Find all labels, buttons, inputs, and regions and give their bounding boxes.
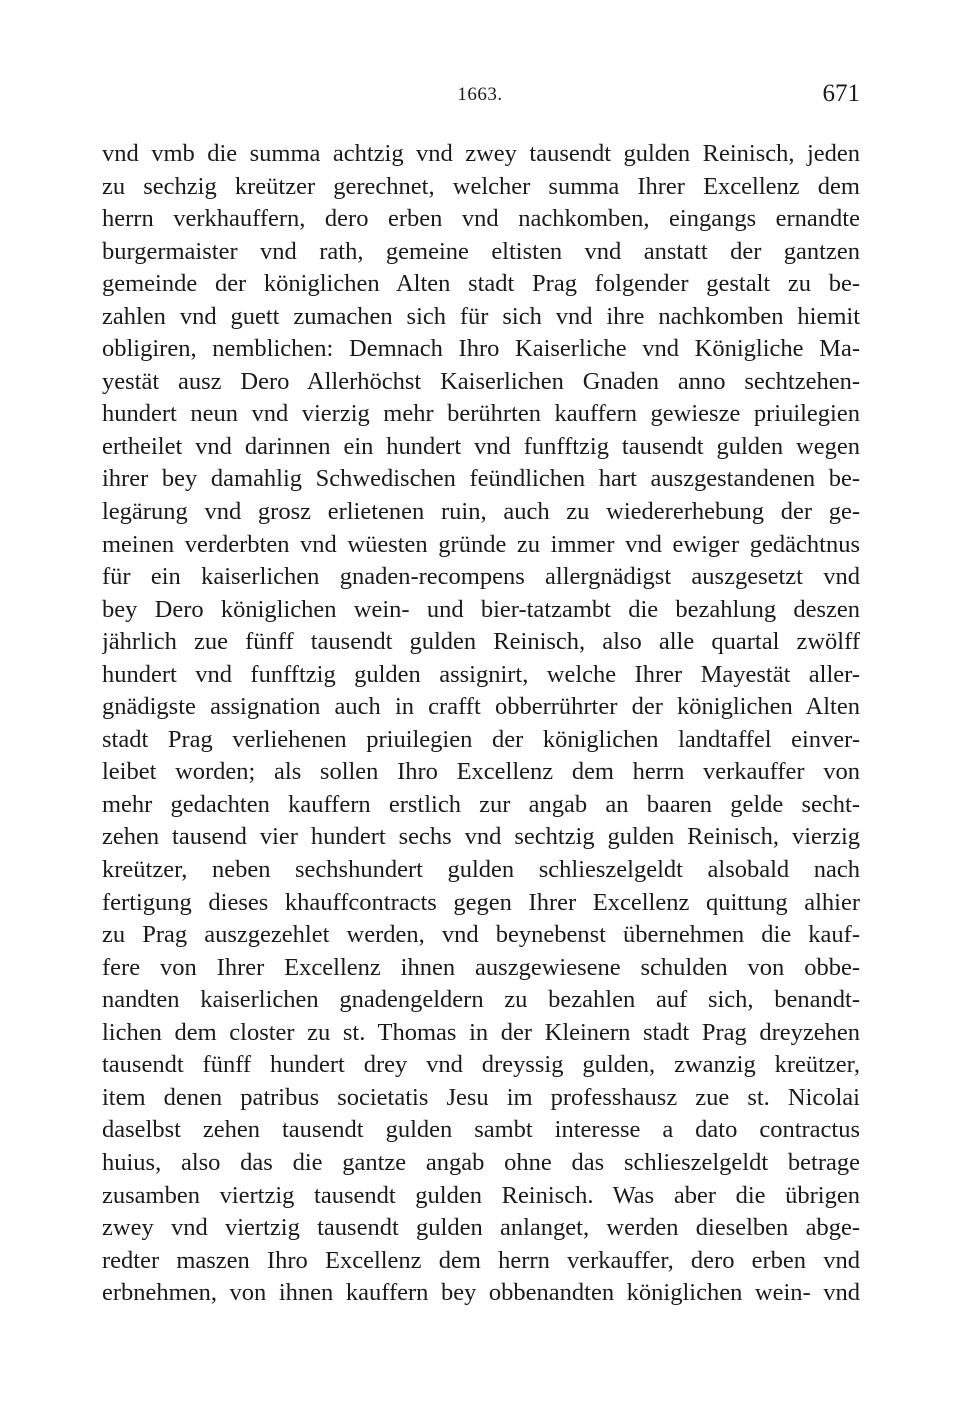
text-line: zehen tausend vier hundert sechs vnd sechtzig gulden Reinisch, vierzig bbox=[102, 823, 860, 851]
text-line: daselbst zehen tausendt gulden sambt interesse a dato contractus bbox=[102, 1116, 860, 1144]
text-line: mehr gedachten kauffern erstlich zur angab an baaren gelde secht- bbox=[102, 790, 860, 818]
text-line: zu Prag auszgezehlet werden, vnd beynebenst übernehmen die kauf- bbox=[102, 921, 860, 949]
text-line: hundert neun vnd vierzig mehr berührten kauffern gewiesze priuilegien bbox=[102, 400, 860, 428]
text-line: bey Dero königlichen wein- und bier-tatzambt die bezahlung deszen bbox=[102, 595, 860, 623]
text-line: fertigung dieses khauffcontracts gegen Ihrer Excellenz quittung alhier bbox=[102, 888, 860, 916]
text-line: item denen patribus societatis Jesu im professhausz zue st. Nicolai bbox=[102, 1083, 860, 1111]
text-line: nandten kaiserlichen gnadengeldern zu bezahlen auf sich, benandt- bbox=[102, 986, 860, 1014]
text-line: obligiren, nemblichen: Demnach Ihro Kaiserliche vnd Königliche Ma- bbox=[102, 335, 860, 363]
text-line: tausendt fünff hundert drey vnd dreyssig gulden, zwanzig kreützer, bbox=[102, 1051, 860, 1079]
text-line: lichen dem closter zu st. Thomas in der Kleinern stadt Prag dreyzehen bbox=[102, 1018, 860, 1046]
text-line: fere von Ihrer Excellenz ihnen auszgewiesene schulden von obbe- bbox=[102, 953, 860, 981]
text-line: zahlen vnd guett zumachen sich für sich vnd ihre nachkomben hiemit bbox=[102, 302, 860, 330]
text-line: meinen verderbten vnd wüesten gründe zu immer vnd ewiger gedächtnus bbox=[102, 530, 860, 558]
text-line: stadt Prag verliehenen priuilegien der königlichen landtaffel einver- bbox=[102, 725, 860, 753]
text-line: gemeinde der königlichen Alten stadt Prag folgender gestalt zu be- bbox=[102, 270, 860, 298]
body-text bbox=[102, 138, 860, 1310]
text-line: ertheilet vnd darinnen ein hundert vnd funfftzig tausendt gulden wegen bbox=[102, 432, 860, 460]
text-line: burgermaister vnd rath, gemeine eltisten vnd anstatt der gantzen bbox=[102, 237, 860, 265]
text-line: leibet worden; als sollen Ihro Excellenz dem herrn verkauffer von bbox=[102, 758, 860, 786]
text-line: huius, also das die gantze angab ohne das schlieszelgeldt betrage bbox=[102, 1148, 860, 1176]
text-line: zwey vnd viertzig tausendt gulden anlanget, werden dieselben abge- bbox=[102, 1214, 860, 1242]
text-line: yestät ausz Dero Allerhöchst Kaiserlichen Gnaden anno sechtzehen- bbox=[102, 367, 860, 395]
text-line: redter maszen Ihro Excellenz dem herrn verkauffer, dero erben vnd bbox=[102, 1246, 860, 1274]
text-line: zusamben viertzig tausendt gulden Reinisch. Was aber die übrigen bbox=[102, 1181, 860, 1209]
running-head-year: 1663. bbox=[457, 84, 503, 105]
text-line: gnädigste assignation auch in crafft obberrührter der königlichen Alten bbox=[102, 693, 860, 721]
page-number: 671 bbox=[822, 80, 860, 107]
text-line: ihrer bey damahlig Schwedischen feündlichen hart auszgestandenen be- bbox=[102, 465, 860, 493]
text-line: hundert vnd funfftzig gulden assignirt, welche Ihrer Mayestät aller- bbox=[102, 660, 860, 688]
text-line: erbnehmen, von ihnen kauffern bey obbenandten königlichen wein- vnd bbox=[102, 1279, 860, 1307]
text-line: für ein kaiserlichen gnaden-recompens allergnädigst auszgesetzt vnd bbox=[102, 563, 860, 591]
text-line: legärung vnd grosz erlietenen ruin, auch zu wiedererhebung der ge- bbox=[102, 498, 860, 526]
text-line: herrn verkhauffern, dero erben vnd nachkomben, eingangs ernandte bbox=[102, 205, 860, 233]
page-header bbox=[100, 80, 860, 114]
text-line: zu sechzig kreützer gerechnet, welcher summa Ihrer Excellenz dem bbox=[102, 172, 860, 200]
text-line: kreützer, neben sechshundert gulden schlieszelgeldt alsobald nach bbox=[102, 856, 860, 884]
text-line: vnd vmb die summa achtzig vnd zwey tausendt gulden Reinisch, jeden bbox=[102, 140, 860, 167]
text-line: jährlich zue fünff tausendt gulden Reinisch, also alle quartal zwölff bbox=[102, 628, 860, 656]
